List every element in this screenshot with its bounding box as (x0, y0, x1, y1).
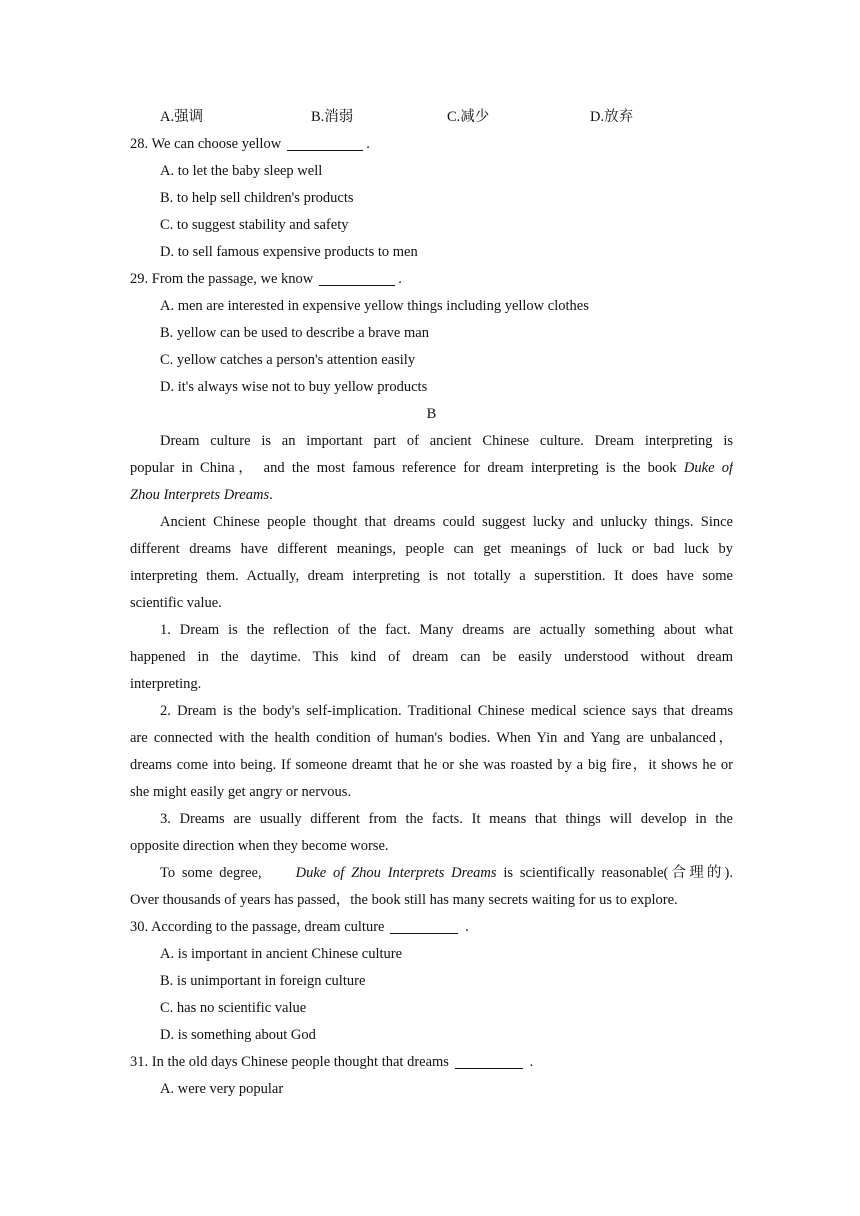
q30-option-a: A. is important in ancient Chinese culture (160, 946, 403, 962)
section-label: B (426, 406, 437, 422)
answer-blank (287, 134, 363, 151)
answer-blank (455, 1052, 523, 1069)
passage-paragraph-6: To some degree, Duke of Zhou Interprets Dreams is scientifically reasonable(合理的). Over thousands of years has passed，the book still has many secrets waiting for us to explore. (130, 865, 733, 908)
passage-paragraph-5: 3. Dreams are usually different from the facts. It means that things will develop in the opposite direction when they become worse. (130, 811, 733, 854)
q31-stem: 31. In the old days Chinese people thought that dreams . (130, 1054, 534, 1070)
passage-paragraph-2: Ancient Chinese people thought that dreams could suggest lucky and unlucky things. Since different dreams have different meanings, people can get meanings of luck or bad luck by interpreting them. Actually, dream interpreting is not totally a superstition. It does have some scientific value. (130, 514, 733, 611)
q30-stem: 30. According to the passage, dream culture . (130, 919, 469, 935)
q30-option-d: D. is something about God (160, 1027, 316, 1043)
q28-option-c: C. to suggest stability and safety (160, 217, 349, 233)
q27-options (130, 104, 733, 131)
q29-stem: 29. From the passage, we know . (130, 271, 402, 287)
q28-stem: 28. We can choose yellow . (130, 136, 370, 152)
q27-option-b: B.消弱 (311, 109, 354, 125)
q29-option-b: B. yellow can be used to describe a brave man (160, 325, 429, 341)
q31-option-a: A. were very popular (160, 1081, 284, 1097)
q28-option-a: A. to let the baby sleep well (160, 163, 323, 179)
answer-blank (390, 917, 458, 934)
answer-blank (319, 269, 395, 286)
passage-paragraph-4: 2. Dream is the body's self-implication. Traditional Chinese medical science says that dreams are connected with the health condition of human's bodies. When Yin and Yang are unbalanced， dreams come into being. If someone dreamt that he or she was roasted by a big fire，it shows he or she might easily get angry or nervous. (130, 703, 733, 800)
passage-paragraph-1: Dream culture is an important part of ancient Chinese culture. Dream interpreting is popular in China， and the most famous reference for dream interpreting is the book Duke of Zhou Interprets Dreams. (130, 433, 733, 503)
exam-page (130, 104, 733, 1103)
q30-option-b: B. is unimportant in foreign culture (160, 973, 366, 989)
q30-option-c: C. has no scientific value (160, 1000, 307, 1016)
q27-option-a: A.强调 (160, 109, 204, 125)
q27-option-c: C.减少 (447, 109, 490, 125)
q29-option-c: C. yellow catches a person's attention easily (160, 352, 416, 368)
q29-option-d: D. it's always wise not to buy yellow products (160, 379, 428, 395)
passage-paragraph-3: 1. Dream is the reflection of the fact. Many dreams are actually something about what happened in the daytime. This kind of dream can be easily understood without dream interpreting. (130, 622, 733, 692)
q28-option-d: D. to sell famous expensive products to men (160, 244, 418, 260)
q29-option-a: A. men are interested in expensive yellow things including yellow clothes (160, 298, 589, 314)
q28-option-b: B. to help sell children's products (160, 190, 354, 206)
q27-option-d: D.放弃 (590, 109, 634, 125)
